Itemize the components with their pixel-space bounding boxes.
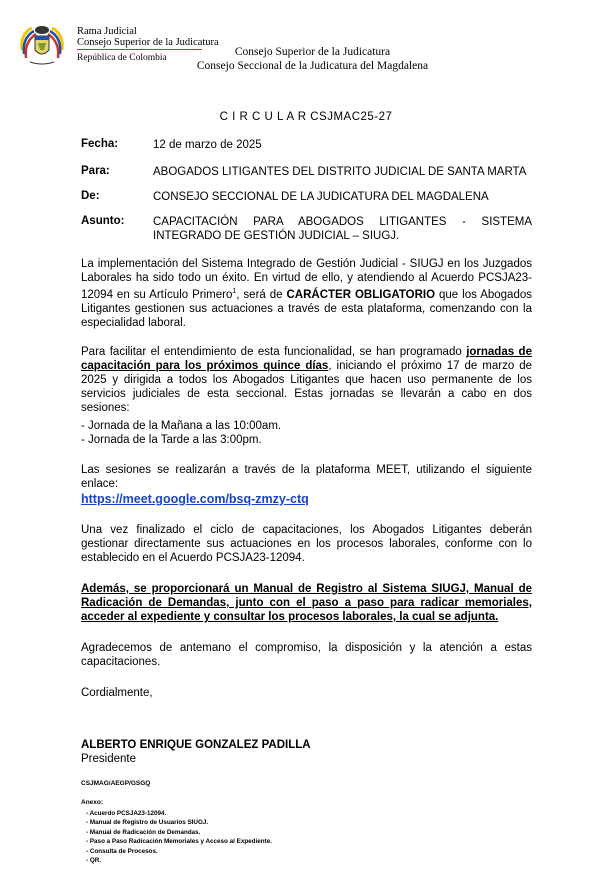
annex-label: Anexo: — [81, 799, 104, 806]
header-right-line2: Consejo Seccional de la Judicatura del Magdalena — [196, 60, 429, 72]
header-divider — [77, 49, 202, 50]
session-morning: - Jornada de la Mañana a las 10:00am. — [81, 420, 282, 432]
annex-item: - Consulta de Procesos. — [86, 847, 272, 856]
header-right-line1: Consejo Superior de la Judicatura — [234, 46, 391, 58]
circular-title: C I R C U L A R CSJMAC25-27 — [219, 111, 393, 123]
fecha-value: 12 de marzo de 2025 — [153, 139, 262, 151]
annex-item: - Acuerdo PCSJA23-12094. — [86, 809, 272, 818]
colombia-coat-of-arms-icon — [16, 20, 68, 68]
para-label: Para: — [81, 165, 110, 177]
asunto-label: Asunto: — [81, 215, 125, 227]
header-consejo: Consejo Superior de la Judicatura — [77, 37, 219, 48]
annex-item: - QR. — [86, 856, 272, 865]
footnote-ref: 1 — [232, 288, 237, 295]
closing: Cordialmente, — [81, 687, 153, 699]
initials: CSJMAG/AEGP/GSGQ — [81, 780, 151, 787]
p1-text-b: , será de — [236, 288, 287, 301]
session-afternoon: - Jornada de la Tarde a las 3:00pm. — [81, 434, 262, 446]
p2-text-b: , iniciando el próximo 17 de marzo de 2025 y dirigida a todos los Abogados Litigantes que hacen uso permanente de los servicios judiciales de esta seccional. Estas jornadas se llevarán a cabo en dos sesiones: — [81, 360, 532, 414]
paragraph-sessions: Las sesiones se realizarán a través de la plataforma MEET, utilizando el siguiente enlace: — [81, 464, 532, 490]
p1-text-a: La implementación del Sistema Integrado de Gestión Judicial - SIUGJ en los Juzgados Laborales ha sido todo un éxito. En virtud de ello, y atendiendo al Acuerdo PCSJA23-12094 en su Artículo Primero — [81, 258, 532, 301]
annex-item: - Manual de Radicación de Demandas. — [86, 828, 272, 837]
p1-text-c: que los Abogados Litigantes gestionen sus actuaciones a través de esta plataforma, comenzando con la especialidad laboral. — [81, 288, 532, 329]
annex-list — [86, 809, 272, 865]
paragraph-thanks: Agradecemos de antemano el compromiso, la disposición y la atención a estas capacitaciones. — [81, 642, 532, 668]
paragraph-implementation — [81, 257, 532, 330]
para-value: ABOGADOS LITIGANTES DEL DISTRITO JUDICIAL DE SANTA MARTA — [153, 166, 527, 178]
p2-bold: jornadas de capacitación para los próximos quince días — [81, 346, 532, 372]
fecha-label: Fecha: — [81, 138, 119, 150]
meet-link[interactable]: https://meet.google.com/bsq-zmzy-ctq — [81, 492, 309, 506]
annex-item: - Manual de Registro de Usuarios SIUGJ. — [86, 818, 272, 827]
p2-text-a: Para facilitar el entendimiento de esta funcionalidad, se han programado — [81, 346, 467, 358]
annex-item: - Paso a Paso Radicación Memoriales y Acceso al Expediente. — [86, 837, 272, 846]
asunto-value: CAPACITACIÓN PARA ABOGADOS LITIGANTES - SISTEMA INTEGRADO DE GESTIÓN JUDICIAL – SIUGJ. — [153, 216, 532, 242]
de-label: De: — [81, 190, 100, 202]
p1-bold: CARÁCTER OBLIGATORIO — [286, 288, 436, 301]
paragraph-after-training: Una vez finalizado el ciclo de capacitaciones, los Abogados Litigantes deberán gestionar directamente sus actuaciones en los procesos laborales, conforme con lo establecido en el Acuerdo PCSJA23-12094. — [81, 524, 532, 564]
signature-name: ALBERTO ENRIQUE GONZALEZ PADILLA — [81, 739, 311, 751]
signature-role: Presidente — [81, 753, 136, 765]
header-rama: Rama Judicial — [77, 26, 137, 37]
de-value: CONSEJO SECCIONAL DE LA JUDICATURA DEL MAGDALENA — [153, 191, 489, 203]
header-consejo-seccional — [195, 45, 430, 73]
header-republica: República de Colombia — [77, 53, 167, 63]
paragraph-manuals: Además, se proporcionará un Manual de Registro al Sistema SIUGJ, Manual de Radicación de Demandas, junto con el paso a paso para radicar memoriales, acceder al expediente y consultar los procesos laborales, la cual se adjunta. — [81, 583, 532, 623]
paragraph-training — [81, 345, 532, 415]
